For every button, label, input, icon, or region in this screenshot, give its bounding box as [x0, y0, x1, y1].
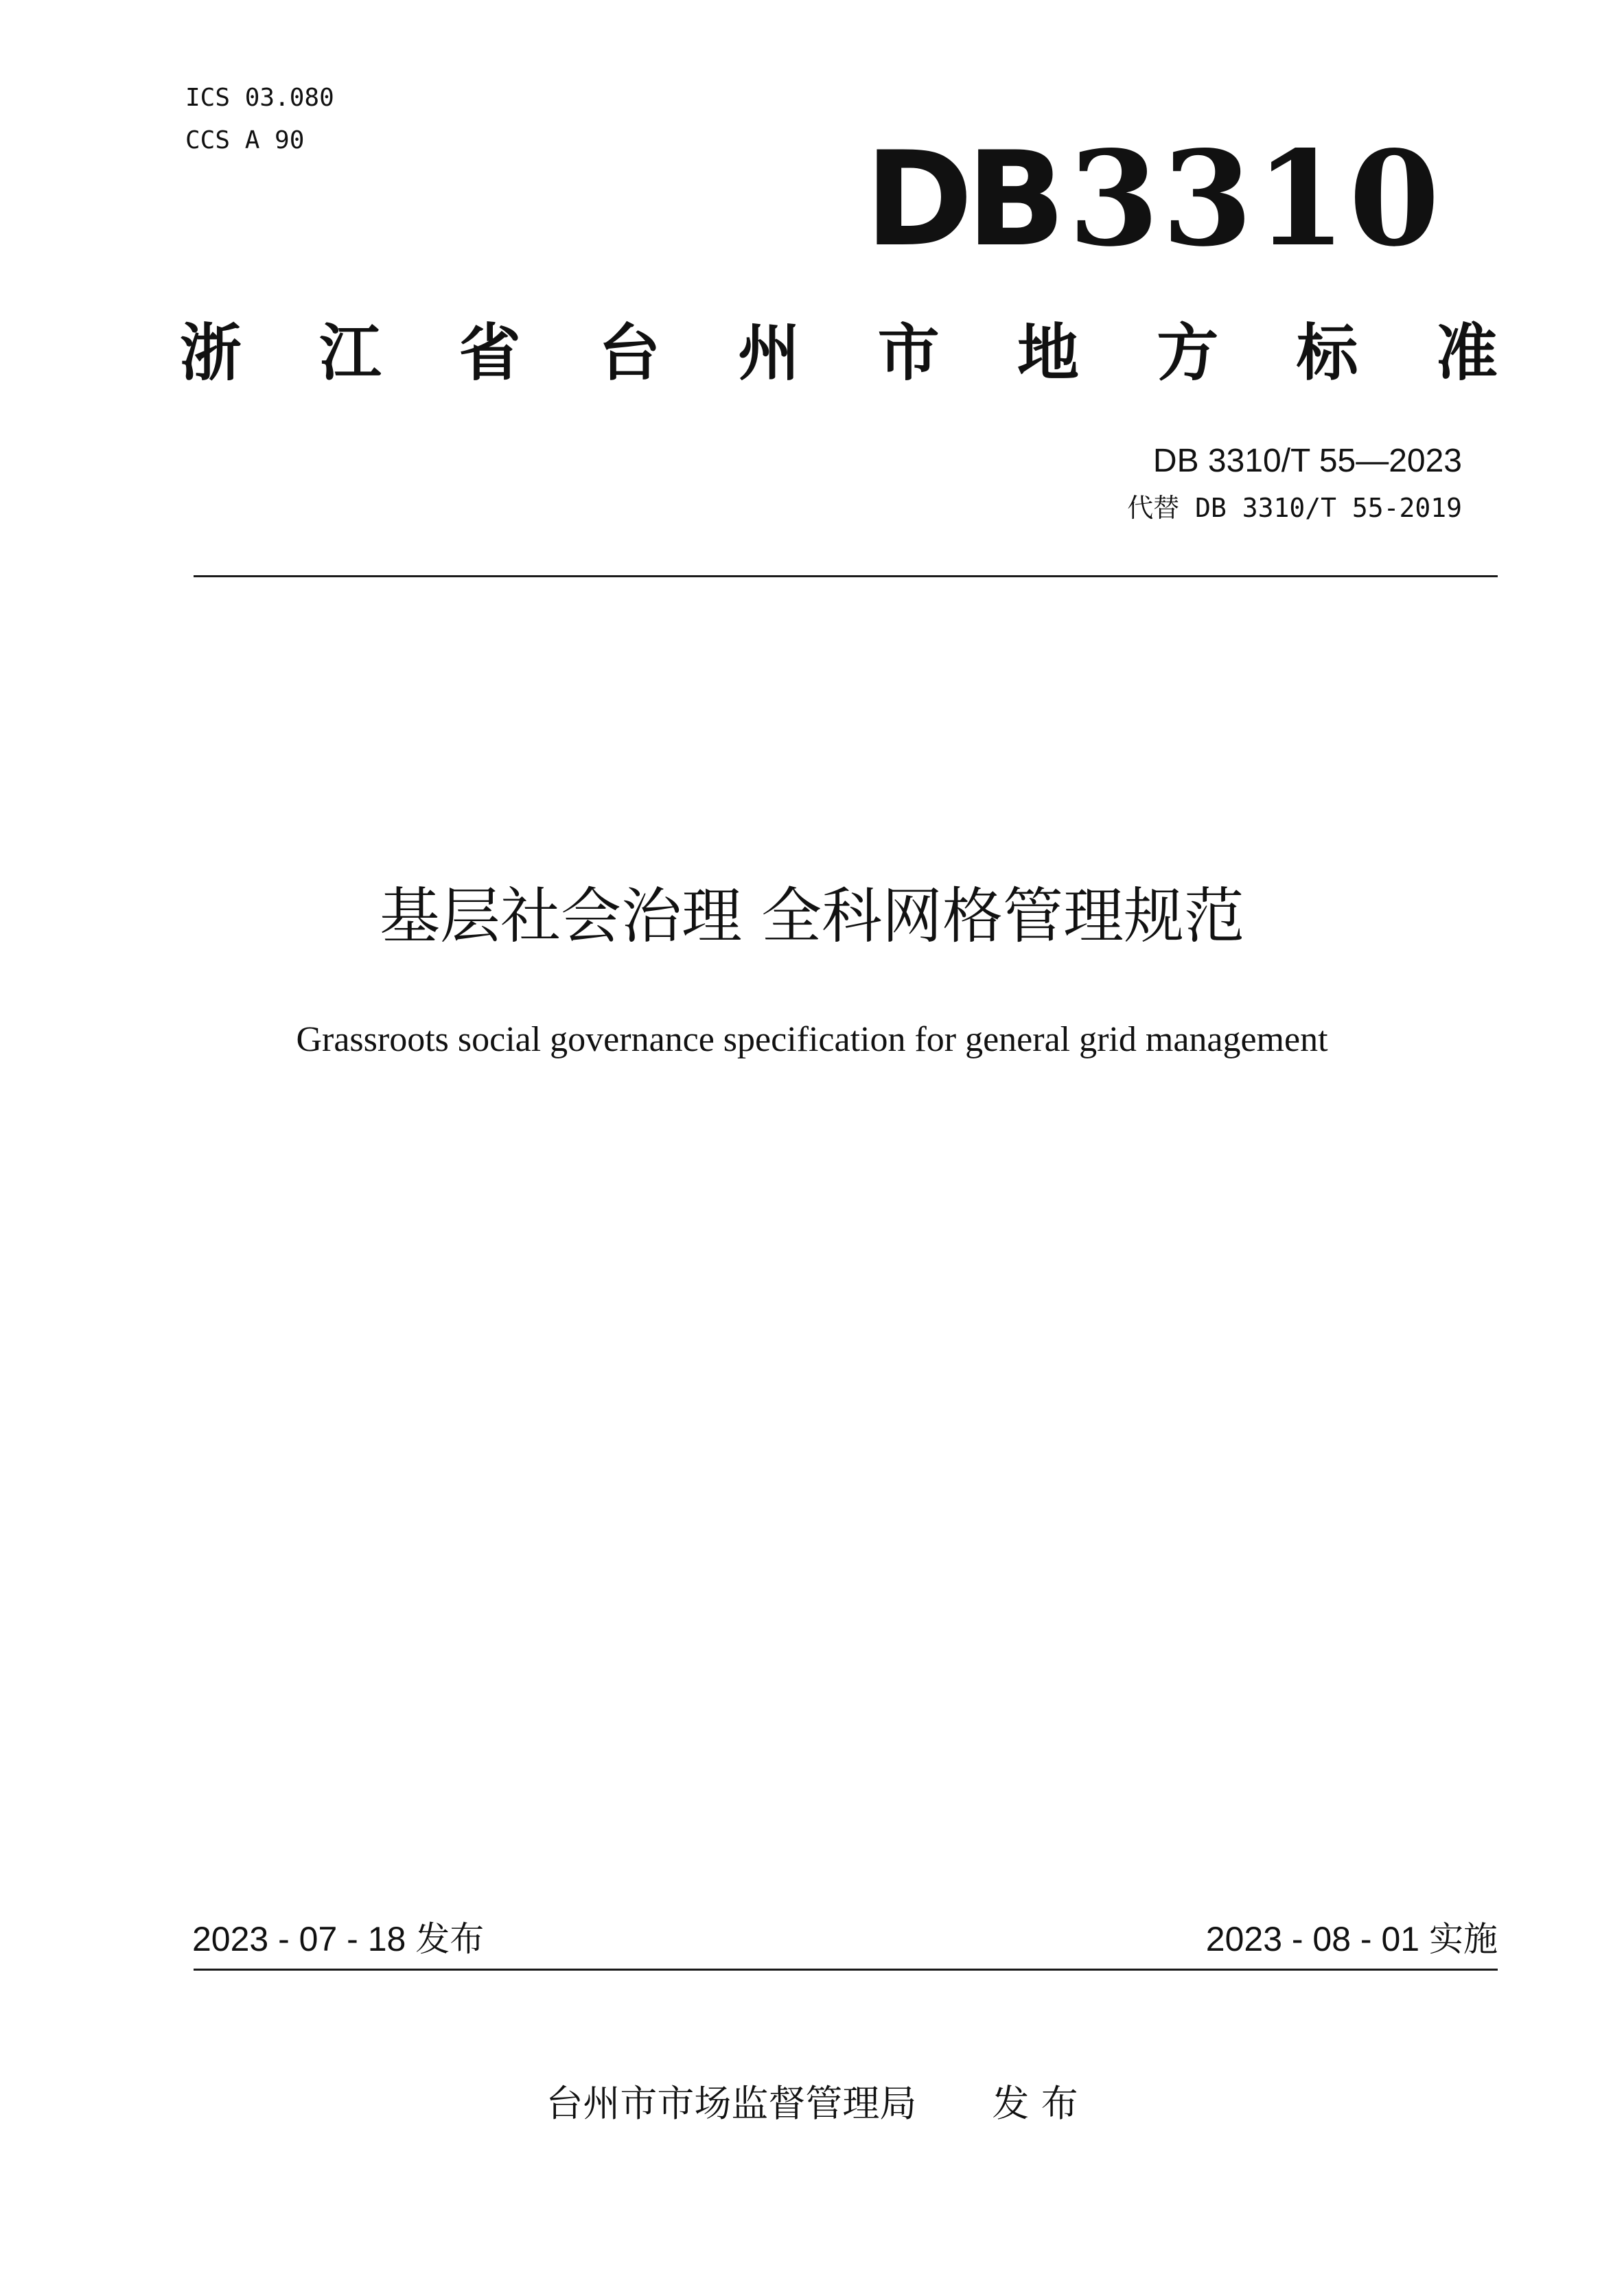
db-logo-code: 3310 — [1068, 122, 1443, 275]
db-logo-prefix: DB — [865, 124, 1059, 275]
bottom-divider — [194, 1969, 1498, 1971]
top-divider — [194, 575, 1498, 577]
ccs-code: CCS A 90 — [185, 126, 305, 154]
heading-char: 江 — [319, 317, 382, 389]
heading-char: 州 — [738, 317, 800, 389]
db-logo — [865, 122, 1443, 275]
heading-char: 台 — [598, 317, 660, 389]
heading-char: 方 — [1157, 317, 1219, 389]
ics-code: ICS 03.080 — [185, 84, 334, 112]
title-chinese: 基层社会治理 全科网格管理规范 — [380, 881, 1244, 951]
standard-number: DB 3310/T 55—2023 — [1152, 443, 1462, 479]
classification-codes — [185, 77, 334, 162]
issuer-name: 台州市市场监督管理局 — [546, 2082, 917, 2125]
heading-char: 省 — [459, 317, 521, 389]
heading-char: 标 — [1296, 317, 1358, 389]
heading-char: 市 — [877, 317, 940, 389]
heading-char: 浙 — [180, 317, 242, 389]
heading-char: 准 — [1435, 317, 1498, 389]
implement-date: 2023 - 08 - 01 实施 — [1205, 1920, 1498, 1958]
heading-char: 地 — [1017, 317, 1079, 389]
issuer-action: 发 布 — [992, 2082, 1078, 2125]
issuer-line — [0, 2076, 1624, 2131]
title-english: Grassroots social governance specification for general grid management — [296, 1020, 1328, 1059]
local-standard-heading — [180, 316, 1498, 391]
replaced-standard: 代替 DB 3310/T 55-2019 — [1127, 493, 1462, 523]
publish-date: 2023 - 07 - 18 发布 — [192, 1920, 485, 1958]
